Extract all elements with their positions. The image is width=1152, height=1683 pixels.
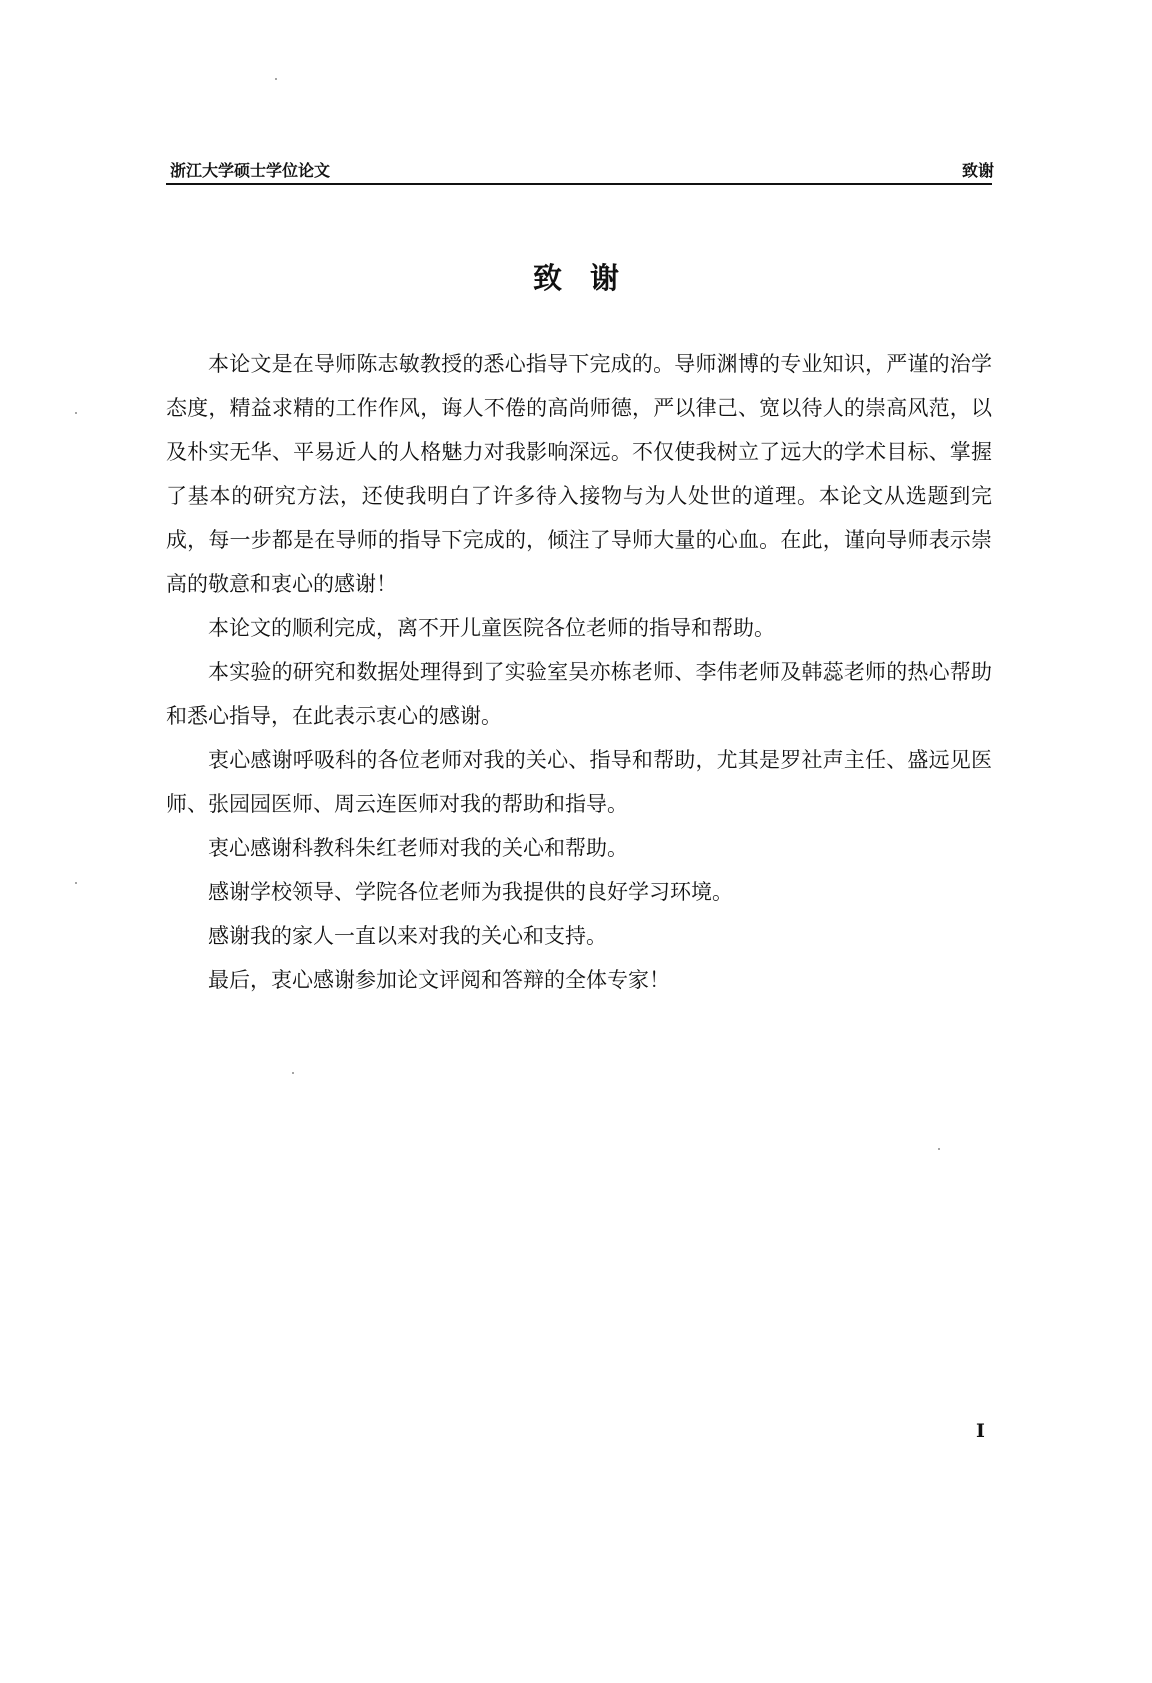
paragraph-family: 感谢我的家人一直以来对我的关心和支持。 (208, 924, 607, 948)
scan-speck (938, 1148, 940, 1150)
paragraph-advisor: 本论文是在导师陈志敏教授的悉心指导下完成的。导师渊博的专业知识，严谨的治学态度，精益求精的工作作风，诲人不倦的高尚师德，严以律己、宽以待人的崇高风范，以及朴实无华、平易近人的人格魅力对我影响深远。不仅使我树立了远大的学术目标、掌握了基本的研究方法，还使我明白了许多待入接物与为人处世的道理。本论文从选题到完成，每一步都是在导师的指导下完成的，倾注了导师大量的心血。在此，谨向导师表示崇高的敬意和衷心的感谢！ (166, 352, 992, 596)
paragraph-education: 衷心感谢科教科朱红老师对我的关心和帮助。 (208, 836, 628, 860)
paragraph-respiratory: 衷心感谢呼吸科的各位老师对我的关心、指导和帮助，尤其是罗社声主任、盛远见医师、张园园医师、周云连医师对我的帮助和指导。 (166, 748, 992, 816)
scan-speck (292, 1072, 294, 1074)
acknowledgement-body (166, 342, 992, 1002)
running-header-left: 浙江大学硕士学位论文 (170, 161, 331, 180)
header-rule (166, 183, 992, 185)
paragraph-lab: 本实验的研究和数据处理得到了实验室吴亦栋老师、李伟老师及韩蕊老师的热心帮助和悉心指导，在此表示衷心的感谢。 (166, 660, 992, 728)
paragraph-experts: 最后，衷心感谢参加论文评阅和答辩的全体专家！ (208, 968, 670, 992)
paragraph-hospital: 本论文的顺利完成，离不开儿童医院各位老师的指导和帮助。 (208, 616, 775, 640)
paragraph-school: 感谢学校领导、学院各位老师为我提供的良好学习环境。 (208, 880, 733, 904)
page-title: 致谢 (532, 261, 647, 295)
scan-speck (75, 412, 77, 414)
running-header-right: 致谢 (961, 161, 994, 180)
scan-speck (75, 882, 77, 884)
page-number: I (976, 1420, 985, 1442)
scan-speck (275, 78, 277, 80)
